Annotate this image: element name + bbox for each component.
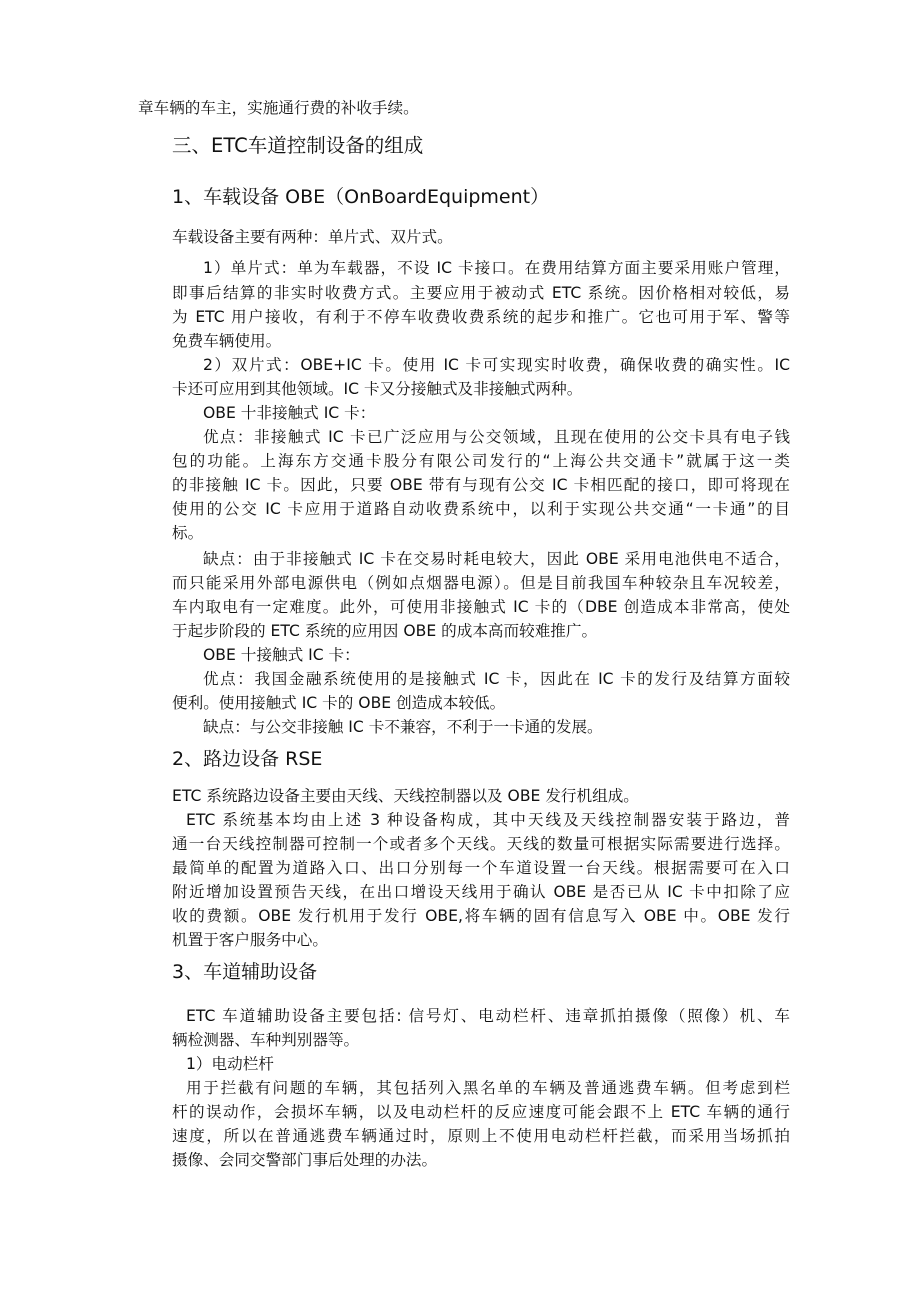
paragraph-line: OBE 十接触式 IC 卡： [203, 646, 360, 664]
paragraph-line: 标。 [172, 524, 204, 542]
paragraph-line: 最简单的配置为道路入口、出口分别每一个车道设置一台天线。根据需要可在入口 [172, 859, 790, 877]
paragraph-line: 于起步阶段的 ETC 系统的应用因 OBE 的成本高而较难推广。 [172, 622, 598, 640]
paragraph-line: 优点：非接触式 IC 卡已广泛应用与公交领域，且现在使用的公交卡具有电子钱 [203, 428, 790, 446]
paragraph-line: 辆检测器、车种判别器等。 [172, 1031, 360, 1049]
paragraph-line: 收的费额。OBE 发行机用于发行 OBE,将车辆的固有信息写入 OBE 中。OBE 发行 [172, 907, 790, 925]
paragraph-line: 通一台天线控制器可控制一个或者多个天线。天线的数量可根据实际需要进行选择。 [172, 835, 790, 853]
paragraph-line: 速度，所以在普通逃费车辆通过时，原则上不使用电动栏杆拦截，而采用当场抓拍 [172, 1127, 790, 1145]
paragraph-line: 1）单片式：单为车载器，不设 IC 卡接口。在费用结算方面主要采用账户管理， [203, 259, 790, 277]
subsection-heading: 2、路边设备 RSE [172, 748, 323, 770]
section-heading: 三、ETC车道控制设备的组成 [172, 134, 424, 157]
subsection-heading: 1、车载设备 OBE（OnBoardEquipment） [172, 186, 550, 208]
subsection-heading: 3、车道辅助设备 [172, 961, 318, 983]
paragraph-line: 即事后结算的非实时收费方式。主要应用于被动式 ETC 系统。因价格相对较低，易 [172, 284, 790, 302]
paragraph-line: 使用的公交 IC 卡应用于道路自动收费系统中，以利于实现公共交通“一卡通”的目 [172, 500, 790, 518]
paragraph-line: 免费车辆使用。 [172, 332, 282, 350]
paragraph-line: 机置于客户服务中心。 [172, 931, 328, 949]
paragraph-line: 便利。使用接触式 IC 卡的 OBE 创造成本较低。 [172, 694, 506, 712]
paragraph-line: 摄像、会同交警部门事后处理的办法。 [172, 1151, 438, 1169]
paragraph-line: 缺点：与公交非接触 IC 卡不兼容，不利于一卡通的发展。 [203, 718, 603, 736]
paragraph-line: 用于拦截有问题的车辆，其包括列入黑名单的车辆及普通逃费车辆。但考虑到栏 [186, 1079, 790, 1097]
paragraph-line: ETC 车道辅助设备主要包括: 信号灯、电动栏杆、违章抓拍摄像（照像）机、车 [186, 1007, 790, 1025]
paragraph-line: 缺点：由于非接触式 IC 卡在交易时耗电较大，因此 OBE 采用电池供电不适合， [203, 550, 790, 568]
paragraph-line: ETC 系统基本均由上述 3 种设备构成，其中天线及天线控制器安装于路边，普 [186, 811, 790, 829]
paragraph-line: ETC 系统路边设备主要由天线、天线控制器以及 OBE 发行机组成。 [172, 787, 639, 805]
paragraph-line: 优点：我国金融系统使用的是接触式 IC 卡，因此在 IC 卡的发行及结算方面较 [203, 670, 790, 688]
paragraph-line: 杆的误动作，会损坏车辆，以及电动栏杆的反应速度可能会跟不上 ETC 车辆的通行 [172, 1103, 790, 1121]
paragraph-line: 附近增加设置预告天线，在出口增设天线用于确认 OBE 是否已从 IC 卡中扣除了应 [172, 883, 790, 901]
paragraph-line: 卡还可应用到其他领域。IC 卡又分接触式及非接触式两种。 [172, 380, 583, 398]
paragraph-line: 包的功能。上海东方交通卡股分有限公司发行的“上海公共交通卡”就属于这一类 [172, 452, 790, 470]
paragraph-line: 章车辆的车主，实施通行费的补收手续。 [138, 99, 419, 117]
paragraph-line: 而只能采用外部电源供电（例如点烟器电源）。但是目前我国车种较杂且车况较差， [172, 574, 790, 592]
paragraph-line: 车内取电有一定难度。此外，可使用非接触式 IC 卡的（DBE 创造成本非常高，使处 [172, 598, 790, 616]
paragraph-line: 2）双片式：OBE+IC 卡。使用 IC 卡可实现实时收费，确保收费的确实性。IC [203, 356, 790, 374]
paragraph-line: 的非接触 IC 卡。因此，只要 OBE 带有与现有公交 IC 卡相匹配的接口，即可将现在 [172, 476, 790, 494]
paragraph-line: 车载设备主要有两种：单片式、双片式。 [172, 228, 453, 246]
paragraph-line: 为 ETC 用户接收，有利于不停车收费收费系统的起步和推广。它也可用于军、警等 [172, 308, 790, 326]
paragraph-line: OBE 十非接触式 IC 卡： [203, 404, 376, 422]
paragraph-line: 1）电动栏杆 [186, 1055, 274, 1073]
